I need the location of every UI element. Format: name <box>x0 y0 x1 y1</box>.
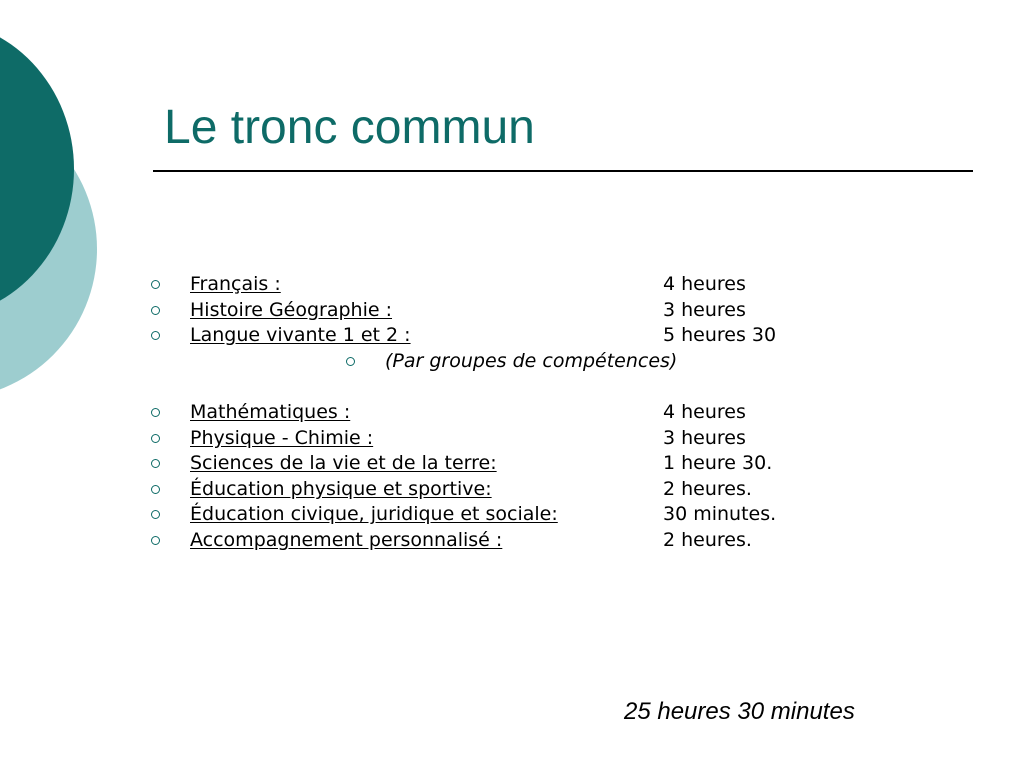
bullet-circle-icon <box>151 434 160 443</box>
subject-item <box>0 477 1024 503</box>
subject-label: Physique - Chimie : <box>190 426 374 449</box>
bullet-circle-icon <box>151 331 160 340</box>
bullet-circle-icon <box>151 536 160 545</box>
subject-item <box>0 502 1024 528</box>
subject-label: Langue vivante 1 et 2 : <box>190 324 411 347</box>
subject-item <box>0 400 1024 426</box>
bullet-circle-icon <box>151 408 160 417</box>
title-divider <box>153 170 973 172</box>
subject-item <box>0 298 1024 324</box>
subject-hours: 3 heures <box>663 426 746 449</box>
bullet-circle-icon <box>151 459 160 468</box>
subject-label: Éducation physique et sportive: <box>190 477 492 500</box>
subject-label: Français : <box>190 273 281 295</box>
subject-item <box>0 272 1024 298</box>
sub-note-text: (Par groupes de compétences) <box>385 349 678 372</box>
subject-hours: 30 minutes. <box>663 503 777 526</box>
subject-label: Mathématiques : <box>190 400 351 423</box>
subject-label: Éducation civique, juridique et sociale: <box>190 503 558 526</box>
subject-hours: 4 heures <box>663 273 746 295</box>
subject-label: Accompagnement personnalisé : <box>190 528 503 551</box>
bullet-circle-icon <box>151 485 160 494</box>
subject-hours: 2 heures. <box>663 528 752 551</box>
subject-hours: 2 heures. <box>663 477 752 500</box>
total-hours: 25 heures 30 minutes <box>624 698 855 725</box>
subject-item <box>0 426 1024 452</box>
subject-sub-note <box>0 349 1024 375</box>
slide-title: Le tronc commun <box>164 101 535 154</box>
bullet-circle-icon <box>151 510 160 519</box>
subject-item <box>0 451 1024 477</box>
subject-label: Histoire Géographie : <box>190 298 393 321</box>
subject-hours: 1 heure 30. <box>663 452 773 475</box>
bullet-circle-icon <box>151 306 160 315</box>
subject-hours: 3 heures <box>663 298 746 321</box>
subject-list <box>0 272 1024 554</box>
bullet-circle-icon <box>151 280 160 289</box>
subject-label: Sciences de la vie et de la terre: <box>190 452 497 475</box>
subject-hours: 4 heures <box>663 400 746 423</box>
subject-item <box>0 323 1024 349</box>
bullet-circle-icon <box>346 357 355 366</box>
subject-item <box>0 528 1024 554</box>
subject-hours: 5 heures 30 <box>663 324 777 347</box>
